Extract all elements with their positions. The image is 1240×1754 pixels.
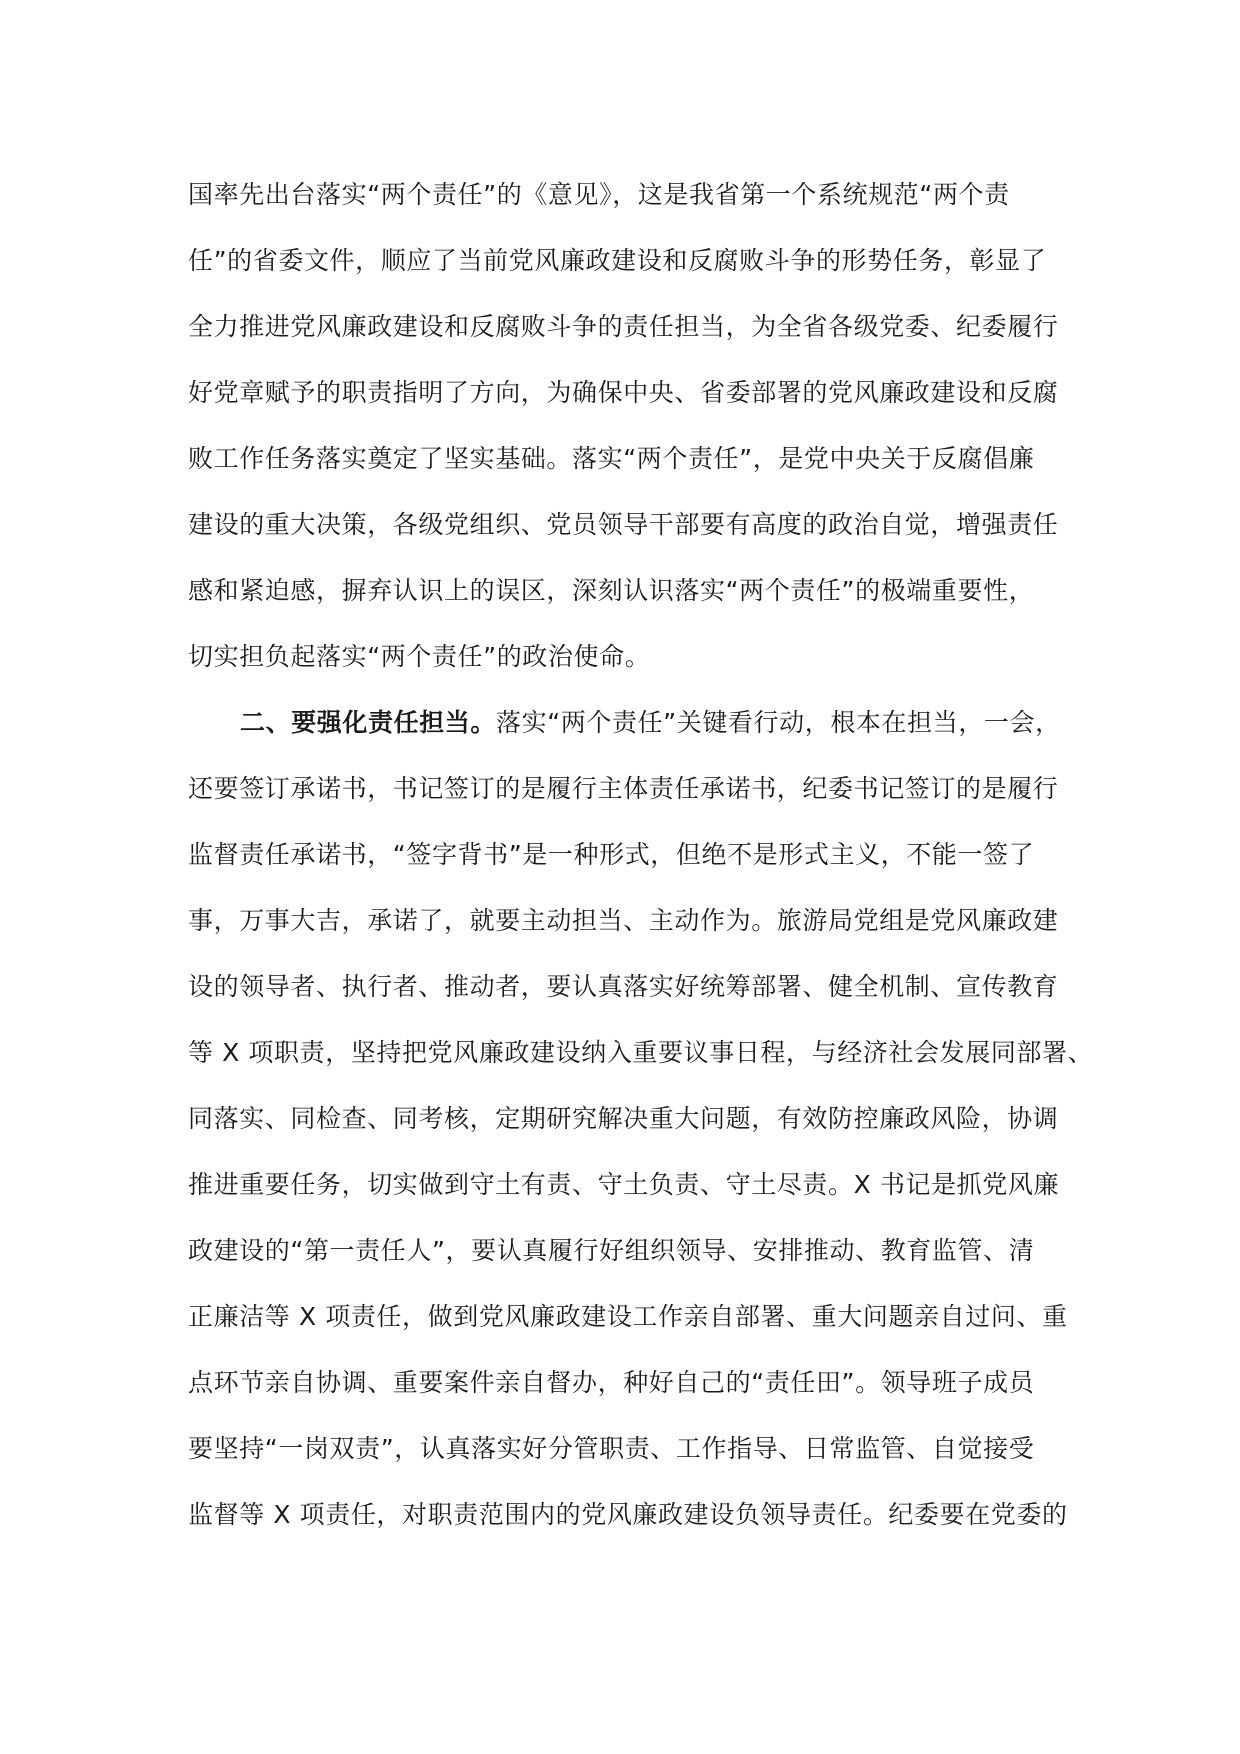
text-line: 政建设的“第一责任人”，要认真履行好组织领导、安排推动、教育监管、清 [188,1236,1035,1265]
paragraph-first-line [188,698,1068,764]
text-line: 正廉洁等 X 项责任，做到党风廉政建设工作亲自部署、重大问题亲自过问、重 [188,1302,1068,1331]
text-line: 还要签订承诺书，书记签订的是履行主体责任承诺书，纪委书记签订的是履行 [188,774,1059,803]
section-heading: 二、要强化责任担当。 [240,708,497,737]
text-line: 事，万事大吉，承诺了，就要主动担当、主动作为。旅游局党组是党风廉政建 [188,906,1059,935]
text-line: 好党章赋予的职责指明了方向，为确保中央、省委部署的党风廉政建设和反腐 [188,378,1059,407]
text-line: 点环节亲自协调、重要案件亲自督办，种好自己的“责任田”。领导班子成员 [188,1368,1035,1397]
text-line: 推进重要任务，切实做到守土有责、守土负责、守土尽责。X 书记是抓党风廉 [188,1170,1060,1199]
text-line: 感和紧迫感，摒弃认识上的误区，深刻认识落实“两个责任”的极端重要性， [188,576,1035,605]
document-body [188,170,1094,1556]
text-line: 国率先出台落实“两个责任”的《意见》，这是我省第一个系统规范“两个责 [188,180,1010,209]
text-line: 任”的省委文件，顺应了当前党风廉政建设和反腐败斗争的形势任务，彰显了 [188,246,1047,275]
text-line: 等 X 项职责，坚持把党风廉政建设纳入重要议事日程，与经济社会发展同部署、 [188,1038,1094,1067]
text-line: 切实担负起落实“两个责任”的政治使命。 [188,642,651,671]
text-line: 全力推进党风廉政建设和反腐败斗争的责任担当，为全省各级党委、纪委履行 [188,312,1059,341]
text-line: 监督责任承诺书，“签字背书”是一种形式，但绝不是形式主义，不能一签了 [188,840,1035,869]
text-line: 建设的重大决策，各级党组织、党员领导干部要有高度的政治自觉，增强责任 [188,510,1059,539]
text-line: 同落实、同检查、同考核，定期研究解决重大问题，有效防控廉政风险，协调 [188,1104,1059,1133]
text-line: 监督等 X 项责任，对职责范围内的党风廉政建设负领导责任。纪委要在党委的 [188,1500,1068,1529]
text-span: 落实“两个责任”关键看行动，根本在担当，一会， [496,708,1061,737]
text-line: 败工作任务落实奠定了坚实基础。落实“两个责任”，是党中央关于反腐倡廉 [188,444,1035,473]
text-line: 设的领导者、执行者、推动者，要认真落实好统筹部署、健全机制、宣传教育 [188,972,1059,1001]
text-line: 要坚持“一岗双责”，认真落实好分管职责、工作指导、日常监管、自觉接受 [188,1434,1035,1463]
